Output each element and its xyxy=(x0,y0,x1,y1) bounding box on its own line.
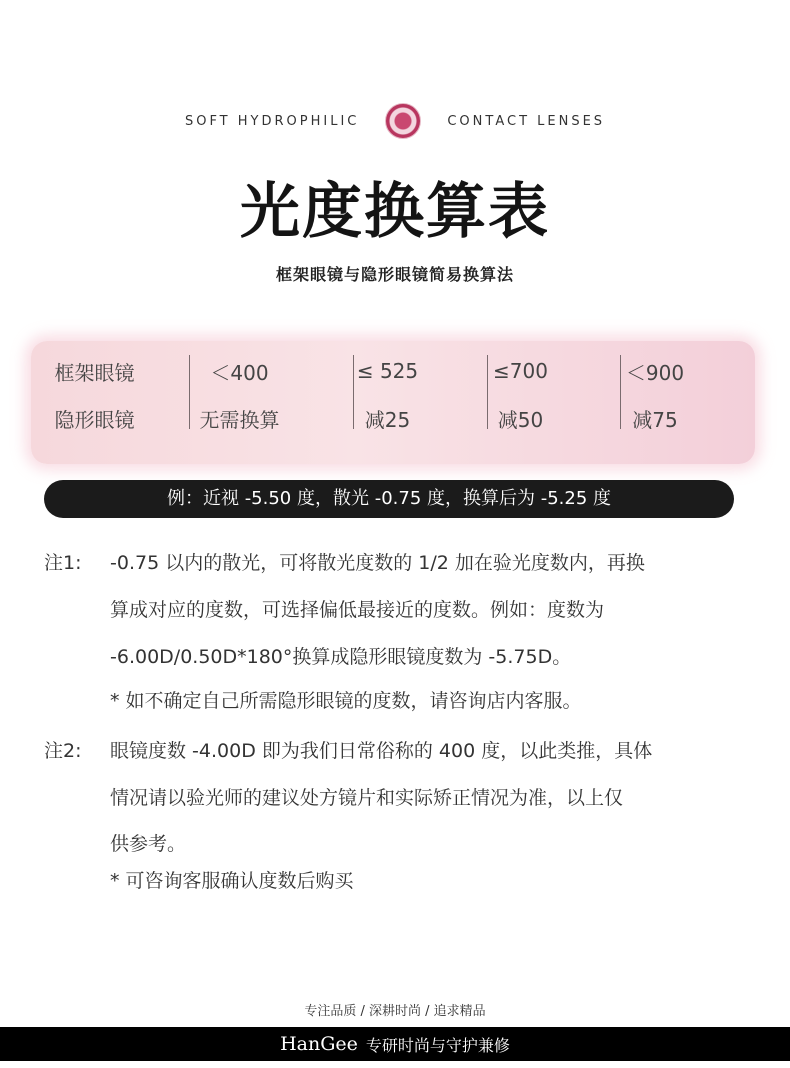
note-2-line: 情况请以验光师的建议处方镜片和实际矫正情况为准，以上仅 xyxy=(110,787,624,809)
row-label: 框架眼镜 xyxy=(54,360,135,385)
tagline: 专注品质 / 深耕时尚 / 追求精品 xyxy=(304,1004,486,1019)
note-1-line: 算成对应的度数，可选择偏低最接近的度数。例如：度数为 xyxy=(110,599,605,621)
table-cell: ＜900 xyxy=(625,360,685,385)
table-cell: ≤700 xyxy=(493,359,548,383)
note-2-line: 眼镜度数 -4.00D 即为我们日常俗称的 400 度，以此类推，具体 xyxy=(110,740,653,762)
note-2-line: 供参考。 xyxy=(110,833,187,855)
page-title: 光度换算表 xyxy=(240,177,550,247)
table-row-contact-lenses xyxy=(31,395,755,441)
table-row-frame-glasses xyxy=(31,348,755,394)
column-divider xyxy=(189,355,190,429)
note-2-label: 注2: xyxy=(44,740,82,762)
header-right-text: CONTACT LENSES xyxy=(447,113,606,129)
table-cell: 减75 xyxy=(632,407,678,432)
conversion-table xyxy=(31,341,755,464)
table-cell: 减50 xyxy=(497,407,544,432)
note-1-remark: * 如不确定自己所需隐形眼镜的度数，请咨询店内客服。 xyxy=(110,690,582,712)
note-2-remark: * 可咨询客服确认度数后购买 xyxy=(110,870,354,892)
example-banner: 例：近视 -5.50 度，散光 -0.75 度，换算后为 -5.25 度 xyxy=(44,480,734,518)
column-divider xyxy=(620,355,621,429)
header-left-text: SOFT HYDROPHILIC xyxy=(184,113,360,129)
column-divider xyxy=(353,355,354,429)
table-cell: 无需换算 xyxy=(199,407,280,432)
column-divider xyxy=(487,355,488,429)
page-subtitle: 框架眼镜与隐形眼镜简易换算法 xyxy=(275,265,514,284)
note-1-line: -0.75 以内的散光，可将散光度数的 1/2 加在验光度数内，再换 xyxy=(110,552,645,574)
note-1-label: 注1: xyxy=(44,552,82,574)
footer-bar xyxy=(0,1027,790,1061)
row-label: 隐形眼镜 xyxy=(54,407,135,432)
note-1-line: -6.00D/0.50D*180°换算成隐形眼镜度数为 -5.75D。 xyxy=(110,646,572,668)
brand-name: HanGee xyxy=(280,1033,358,1055)
header-line xyxy=(0,108,790,134)
table-cell: ≤ 525 xyxy=(356,359,419,383)
lens-logo-icon xyxy=(385,103,421,139)
table-cell: ＜400 xyxy=(210,360,269,385)
brand-slogan: 专研时尚与守护兼修 xyxy=(365,1035,510,1055)
table-cell: 减25 xyxy=(364,407,411,432)
